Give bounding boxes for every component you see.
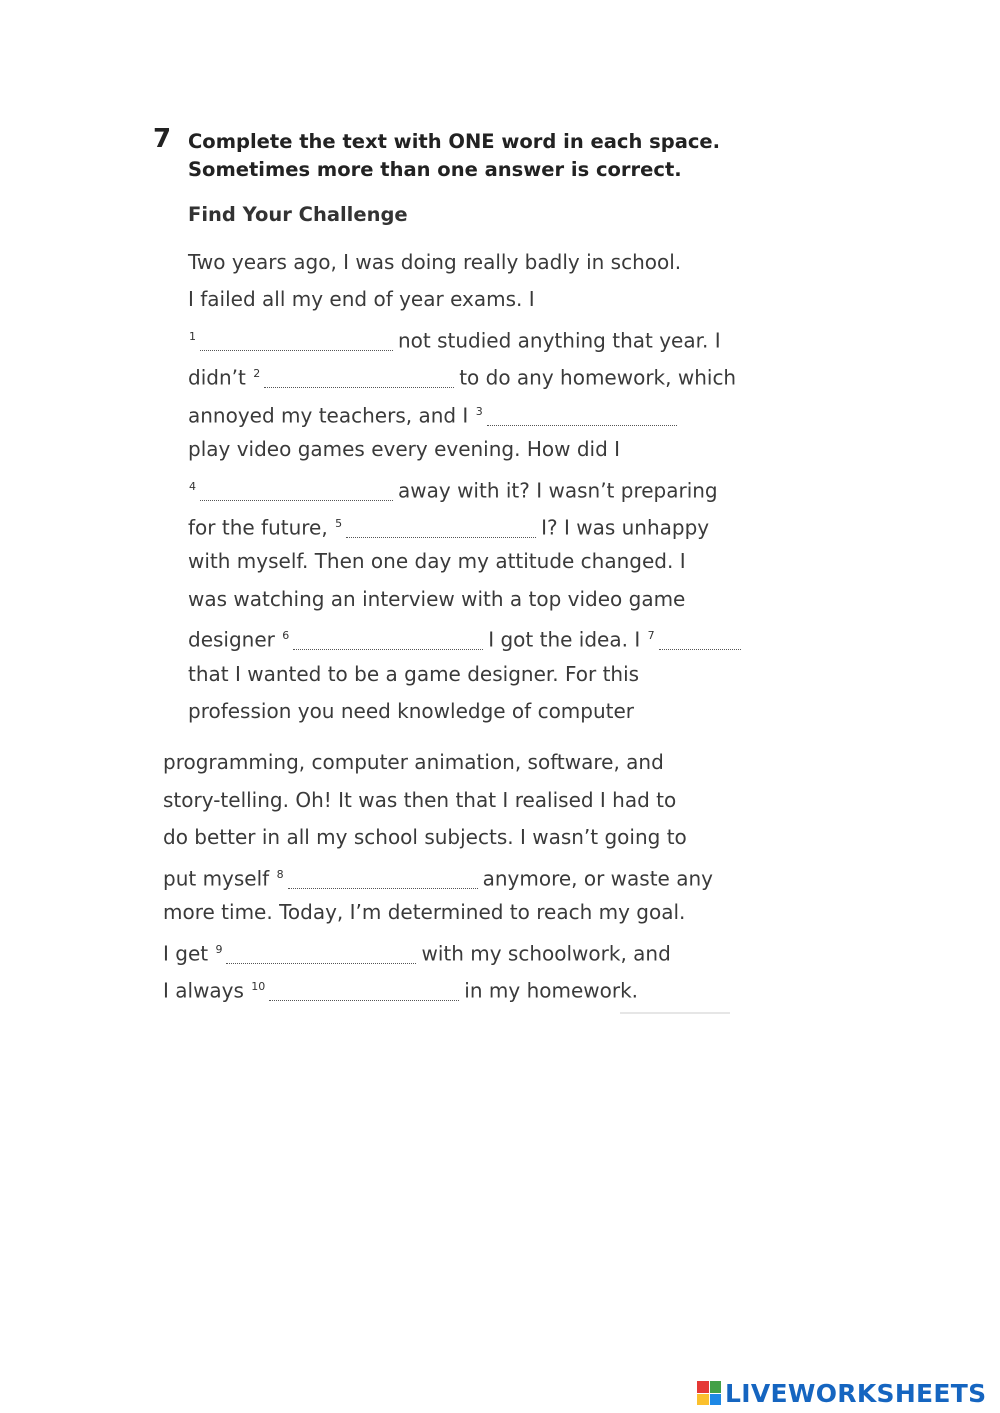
divider xyxy=(620,1012,730,1014)
gap-number-8: 8 xyxy=(276,868,284,881)
gap-input-3[interactable] xyxy=(487,411,677,426)
gap-number-9: 9 xyxy=(215,943,223,956)
gap-input-10[interactable] xyxy=(269,986,459,1001)
liveworksheets-logo[interactable] xyxy=(697,1378,986,1408)
text-line xyxy=(188,621,746,651)
instruction-line-1: Complete the text with ONE word in each space. xyxy=(188,130,721,153)
text-line: profession you need knowledge of computer xyxy=(188,699,635,723)
text-fragment: in my homework. xyxy=(464,978,639,1003)
gap-number-2: 2 xyxy=(253,367,261,380)
text-fragment: put myself xyxy=(163,866,270,891)
text-fragment: away with it? I wasn’t preparing xyxy=(398,478,718,503)
text-fragment: to do any homework, which xyxy=(459,365,737,390)
text-line: story-telling. Oh! It was then that I realised I had to xyxy=(163,788,677,812)
text-line xyxy=(188,322,721,352)
text-line xyxy=(188,359,736,389)
text-line: Two years ago, I was doing really badly in school. xyxy=(188,250,682,274)
gap-number-10: 10 xyxy=(251,980,266,993)
text-line: play video games every evening. How did I xyxy=(188,437,621,461)
text-fragment: I got the idea. I xyxy=(488,627,641,652)
text-fragment: anymore, or waste any xyxy=(482,866,713,891)
text-line xyxy=(163,935,671,965)
text-fragment: designer xyxy=(188,627,275,652)
gap-number-1: 1 xyxy=(189,330,196,343)
text-line xyxy=(188,472,718,502)
exercise-number: 7 xyxy=(153,124,172,154)
text-line: with myself. Then one day my attitude changed. I xyxy=(188,549,686,573)
text-line xyxy=(163,972,638,1002)
text-fragment: for the future, xyxy=(188,515,328,540)
logo-square xyxy=(710,1394,722,1406)
gap-number-6: 6 xyxy=(282,629,290,642)
text-fragment: not studied anything that year. I xyxy=(398,328,721,353)
text-line: was watching an interview with a top video game xyxy=(188,587,686,611)
logo-square xyxy=(697,1381,709,1393)
text-fragment: with my schoolwork, and xyxy=(421,941,671,966)
text-line: that I wanted to be a game designer. For this xyxy=(188,662,640,686)
logo-mark-icon xyxy=(697,1381,721,1405)
text-line xyxy=(163,860,713,890)
gap-input-8[interactable] xyxy=(288,874,478,889)
gap-input-5[interactable] xyxy=(346,523,536,538)
text-line: do better in all my school subjects. I wasn’t going to xyxy=(163,825,687,849)
logo-text: LIVEWORKSHEETS xyxy=(725,1378,987,1408)
gap-number-5: 5 xyxy=(335,517,343,530)
gap-input-7[interactable] xyxy=(659,635,741,650)
text-fragment: I? I was unhappy xyxy=(541,515,710,540)
logo-square xyxy=(710,1381,722,1393)
gap-number-3: 3 xyxy=(475,405,483,418)
logo-square xyxy=(697,1394,709,1406)
text-line: programming, computer animation, software, and xyxy=(163,750,664,774)
text-fragment: I get xyxy=(163,941,209,966)
gap-input-9[interactable] xyxy=(226,949,416,964)
text-line: more time. Today, I’m determined to reach my goal. xyxy=(163,900,686,924)
instruction-line-2: Sometimes more than one answer is correct. xyxy=(188,158,682,181)
text-fragment: I always xyxy=(163,978,244,1003)
gap-input-4[interactable] xyxy=(200,486,393,501)
text-fragment: didn’t xyxy=(188,365,246,390)
text-line xyxy=(188,509,709,539)
gap-number-4: 4 xyxy=(189,480,196,493)
gap-input-1[interactable] xyxy=(200,336,393,351)
text-title: Find Your Challenge xyxy=(188,203,408,226)
gap-input-6[interactable] xyxy=(293,635,483,650)
text-line xyxy=(188,397,682,427)
text-fragment: annoyed my teachers, and I xyxy=(188,403,469,428)
text-line: I failed all my end of year exams. I xyxy=(188,287,535,311)
gap-number-7: 7 xyxy=(647,629,655,642)
gap-input-2[interactable] xyxy=(264,373,454,388)
